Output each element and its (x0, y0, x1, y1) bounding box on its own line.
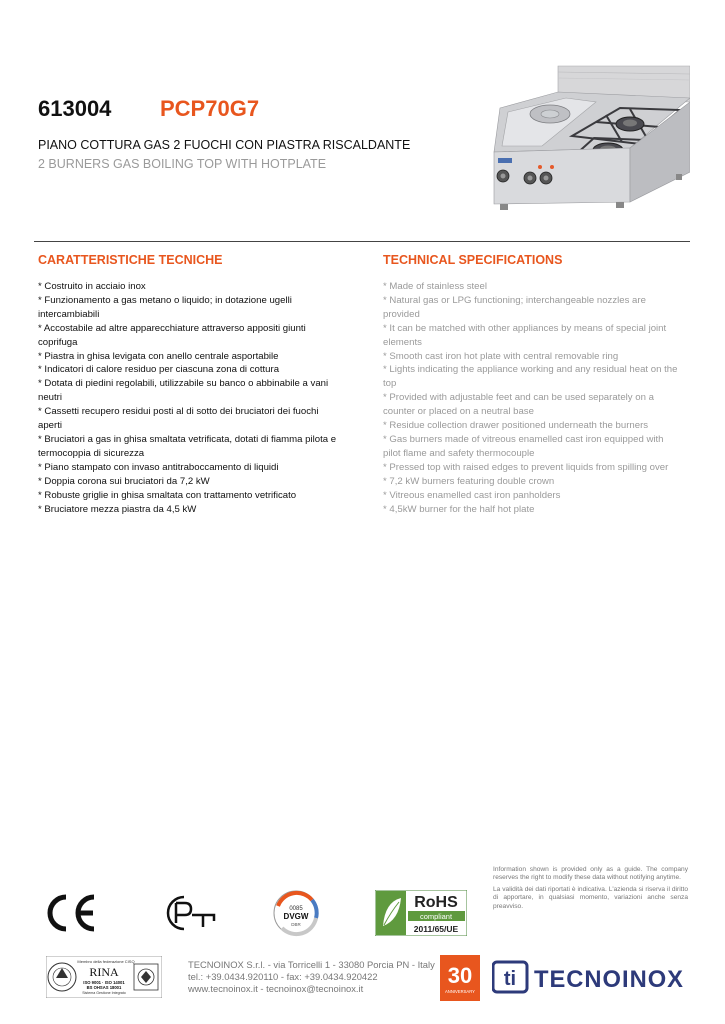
list-item: * Doppia corona sui bruciatori da 7,2 kW (38, 475, 210, 487)
anniversary-badge-icon (440, 955, 480, 1001)
list-item: * Bruciatori a gas in ghisa smaltata vetrificata, dotati di fiamma pilota e (38, 433, 337, 445)
list-item: * Bruciatore mezza piastra da 4,5 kW (38, 503, 197, 515)
list-item: * Vitreous enamelled cast iron panholders (383, 489, 561, 501)
rina-certification-icon (46, 956, 162, 998)
rohs-badge-icon (375, 890, 467, 936)
specs-it-heading: CARATTERISTICHE TECNICHE (38, 253, 223, 267)
product-code: 613004 (38, 96, 112, 121)
anniversary-number: 30 (447, 963, 473, 988)
disclaimer (493, 866, 688, 914)
rohs-directive: 2011/65/UE (413, 924, 459, 934)
list-item: provided (383, 308, 420, 320)
product-title-it: PIANO COTTURA GAS 2 FUOCHI CON PIASTRA RISCALDANTE (38, 138, 411, 152)
list-item: * Natural gas or LPG functioning; interchangeable nozzles are (383, 294, 646, 306)
brand-name: TECNOINOX (534, 966, 684, 993)
list-item: * Funzionamento a gas metano o liquido; in dotazione ugelli (38, 294, 292, 306)
disclaimer-it: La validità dei dati riportati è indicativa. L'azienda si riserva il diritto di apportare, in qualsiasi momento, variazioni anche senza preavviso. (493, 885, 688, 910)
contact-address: TECNOINOX S.r.l. - via Torricelli 1 - 33080 Porcia PN - Italy (188, 959, 435, 970)
list-item: * Gas burners made of vitreous enamelled cast iron equipped with (383, 433, 664, 445)
specs-it-list (38, 280, 338, 516)
anniversary-label: ANNIVERSARY (445, 989, 475, 994)
list-item: * Indicatori di calore residuo per ciascuna zona di cottura (38, 364, 280, 376)
list-item: neutri (38, 392, 62, 404)
list-item: aperti (38, 420, 62, 432)
rina-name: RINA (89, 965, 119, 979)
specs-en-heading: TECHNICAL SPECIFICATIONS (383, 253, 563, 267)
list-item: * Dotata di piedini regolabili, utilizzabile su banco o abbinabile a vani (38, 378, 329, 390)
list-item: * Cassetti recupero residui posti al di sotto dei bruciatori dei fuochi (38, 406, 319, 418)
dvgw-label: DVGW (283, 912, 309, 921)
list-item: * Costruito in acciaio inox (38, 281, 146, 292)
company-contact (188, 959, 435, 995)
list-item: top (383, 378, 397, 390)
list-item: termocoppia di sicurezza (38, 447, 145, 459)
list-item: * 7,2 kW burners featuring double crown (383, 475, 555, 487)
list-item: pilot flame and safety thermocouple (383, 447, 535, 459)
list-item: * Provided with adjustable feet and can be used separately on a (383, 392, 654, 404)
rina-line2: BS OHSAS 18001 (86, 985, 122, 990)
list-item: counter or placed on a neutral base (383, 406, 534, 418)
list-item: * Smooth cast iron hot plate with central removable ring (383, 350, 619, 362)
product-model: PCP70G7 (160, 96, 260, 121)
list-item: * Accostabile ad altre apparecchiature attraverso appositi giunti (38, 322, 306, 334)
rina-top: Membro della federazione CISQ (77, 959, 135, 964)
dvgw-mark-icon (272, 888, 320, 938)
list-item: intercambiabili (38, 308, 100, 320)
list-item: * Lights indicating the appliance working and any residual heat on the (383, 364, 678, 376)
pct-mark-icon (160, 893, 220, 933)
ce-mark-icon (44, 893, 100, 933)
brand-logo-mark: ti (503, 968, 517, 990)
disclaimer-en: Information shown is provided only as a guide. The company reserves the right to modify these data without notifying anytime. (493, 866, 688, 882)
rohs-title: RoHS (414, 894, 458, 911)
product-title-en: 2 BURNERS GAS BOILING TOP WITH HOTPLATE (38, 157, 327, 171)
rohs-compliant: compliant (419, 912, 453, 921)
list-item: * Piastra in ghisa levigata con anello centrale asportabile (38, 350, 279, 362)
contact-web: www.tecnoinox.it - tecnoinox@tecnoinox.it (188, 983, 364, 994)
list-item: * It can be matched with other appliances by means of special joint (383, 322, 667, 334)
dvgw-number: 0085 (289, 906, 303, 912)
list-item: coprifuga (38, 336, 78, 348)
tecnoinox-logo (492, 960, 688, 994)
list-item: * Made of stainless steel (383, 281, 487, 292)
list-item: elements (383, 336, 422, 348)
list-item: * Residue collection drawer positioned underneath the burners (383, 420, 649, 432)
section-divider (34, 241, 690, 242)
rina-line1: ISO 9001 · ISO 14001 (83, 980, 125, 985)
list-item: * Robuste griglie in ghisa smaltata con trattamento vetrificato (38, 489, 297, 501)
contact-phone: tel.: +39.0434.920110 - fax: +39.0434.920422 (188, 971, 378, 982)
specs-en-list (383, 280, 688, 516)
list-item: * Pressed top with raised edges to prevent liquids from spilling over (383, 461, 669, 473)
gas-boiling-top-illustration (480, 52, 690, 222)
dvgw-sub: DBR (291, 922, 301, 927)
rina-line3: Sistema Gestione Integrato (82, 991, 126, 995)
list-item: * Piano stampato con invaso antitraboccamento di liquidi (38, 461, 279, 473)
list-item: * 4,5kW burner for the half hot plate (383, 503, 535, 515)
